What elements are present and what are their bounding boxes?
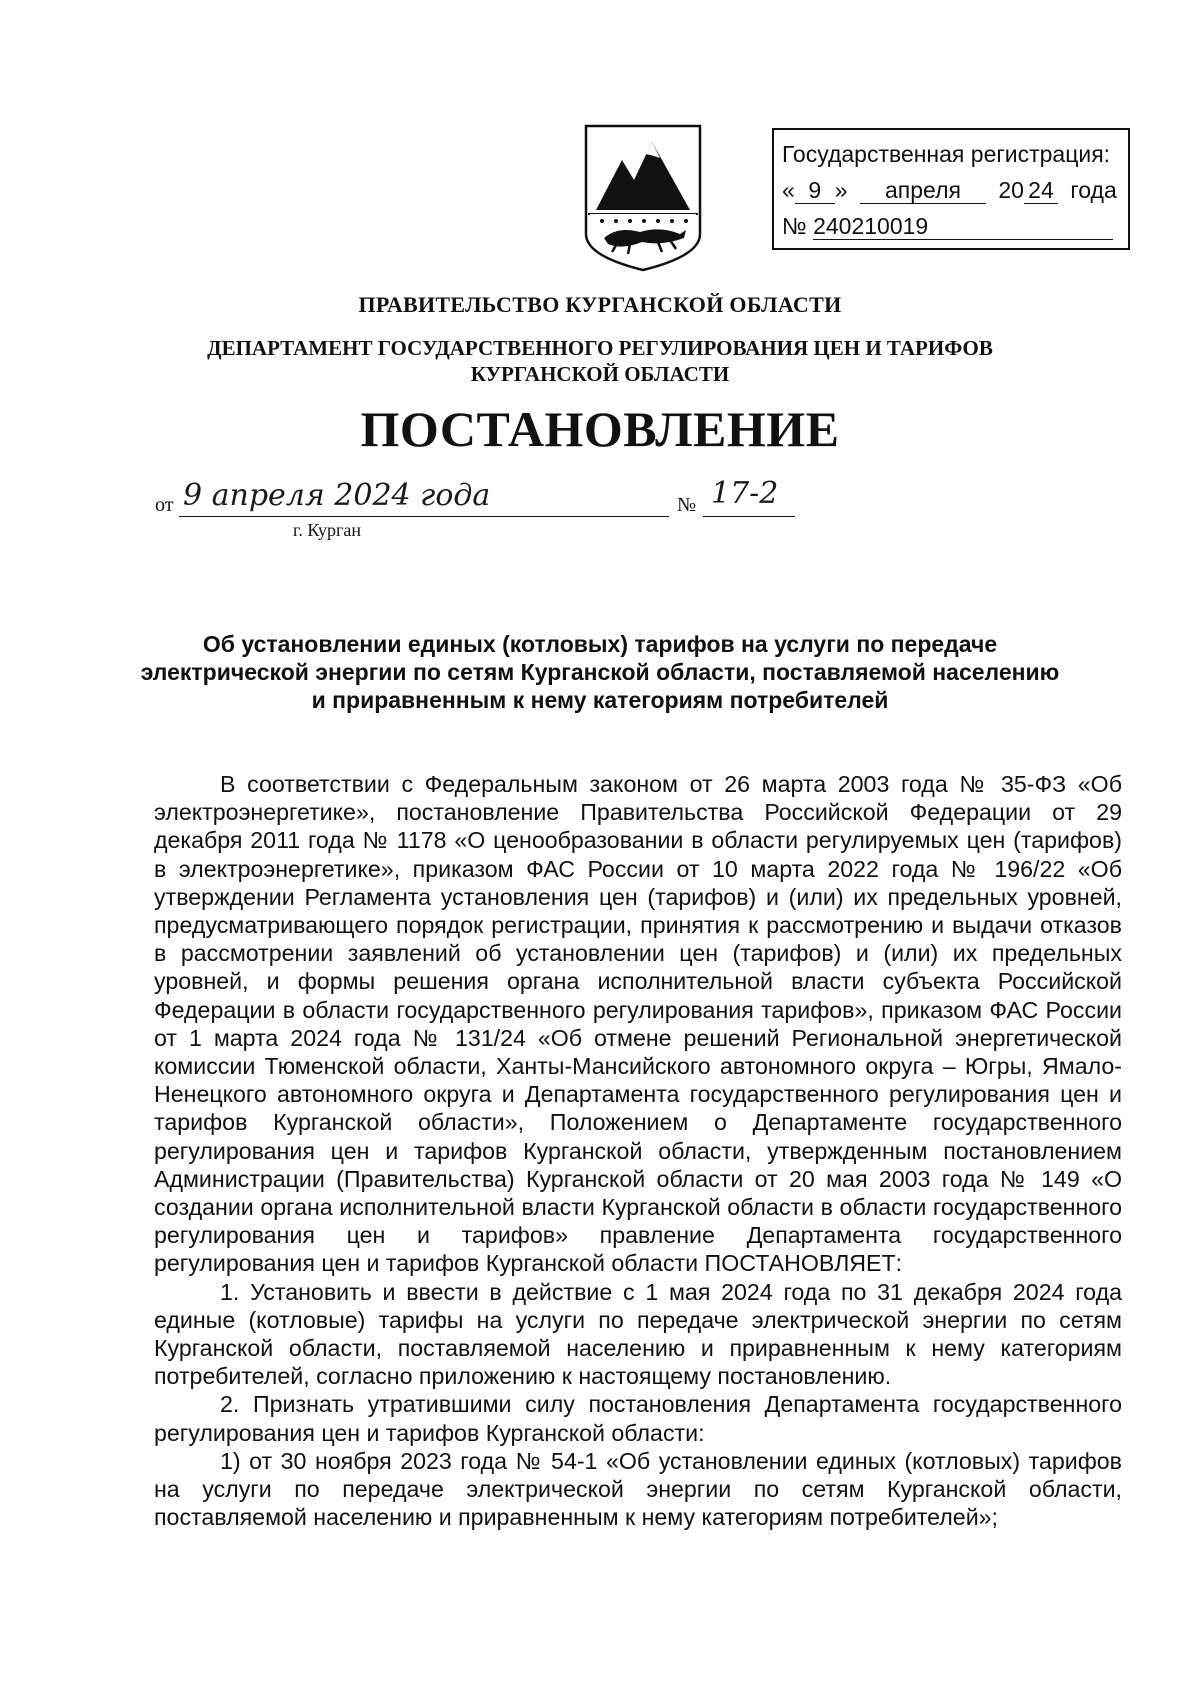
state-registration-box xyxy=(772,128,1130,250)
clause-2-1-paragraph: 1) от 30 ноября 2023 года № 54-1 «Об установлении единых (котловых) тарифов на услуги по передаче электрической энергии по сетям Курганской области, поставляемой населению и приравненным к нему категориям потребителей»; xyxy=(154,1447,1122,1531)
document-type-heading: ПОСТАНОВЛЕНИЕ xyxy=(360,401,840,457)
city-label: г. Курган xyxy=(293,520,362,540)
preamble-paragraph: В соответствии с Федеральным законом от 26 марта 2003 года № 35-ФЗ «Об электроэнергетике», постановление Правительства Российской Федерации от 29 декабря 2011 года № 1178 «О ценообразовании в области регулируемых цен (тарифов) в электроэнергетике», приказом ФАС России от 10 марта 2022 года № 196/22 «Об утверждении Регламента установления цен (тарифов) и (или) их предельных уровней, предусматривающего порядок регистрации, принятия к рассмотрению и выдачи отказов в рассмотрении заявлений об установлении цен (тарифов) и (или) их предельных уровней, и формы решения органа исполнительной власти субъекта Российской Федерации в области государственного регулирования тарифов», приказом ФАС России от 1 марта 2024 года № 131/24 «Об отмене решений Региональной энергетической комиссии Тюменской области, Ханты-Мансийского автономного округа – Югры, Ямало-Ненецкого автономного округа и Департамента государственного регулирования цен и тарифов Курганской области», Положением о Департаменте государственного регулирования цен и тарифов Курганской области, утвержденным постановлением Администрации (Правительства) Курганской области от 20 мая 2003 года № 149 «О создании органа исполнительной власти Курганской области в области государственного регулирования цен и тарифов» правление Департамента государственного регулирования цен и тарифов Курганской области ПОСТАНОВЛЯЕТ: xyxy=(154,771,1122,1277)
handwritten-number: 17-2 xyxy=(711,476,779,511)
registration-date: « 9 » апреля 20 24 года xyxy=(782,177,1117,203)
coat-of-arms-emblem xyxy=(582,122,704,272)
clause-1-paragraph: 1. Установить и ввести в действие с 1 мая 2024 года по 31 декабря 2024 года единые (котловые) тарифы на услуги по передаче электрической энергии по сетям Курганской области, поставляемой населению и приравненным к нему категориям потребителей, согласно приложению к настоящему постановлению. xyxy=(154,1278,1122,1390)
registration-day: 9 xyxy=(795,177,835,204)
registration-title: Государственная регистрация: xyxy=(782,141,1111,167)
government-heading: ПРАВИТЕЛЬСТВО КУРГАНСКОЙ ОБЛАСТИ xyxy=(358,292,842,317)
decree-date-line xyxy=(155,476,779,540)
department-heading-line-2: КУРГАНСКОЙ ОБЛАСТИ xyxy=(470,362,730,386)
registration-year: 24 xyxy=(1024,177,1058,204)
department-heading-line-1: ДЕПАРТАМЕНТ ГОСУДАРСТВЕННОГО РЕГУЛИРОВАНИЯ ЦЕН И ТАРИФОВ xyxy=(207,336,993,360)
registration-number: 240210019 xyxy=(813,213,1113,240)
decree-title: Об установлении единых (котловых) тарифов на услуги по передаче электрической энергии по сетям Курганской области, поставляемой населению и приравненным к нему категориям потребителей xyxy=(140,631,1060,713)
from-label: от xyxy=(155,494,174,516)
decree-body xyxy=(154,770,1122,1531)
registration-month: апреля xyxy=(860,177,986,204)
handwritten-date: 9 апреля 2024 года xyxy=(183,478,491,513)
registration-number-line: № 240210019 xyxy=(782,208,1122,244)
clause-2-paragraph: 2. Признать утратившими силу постановления Департамента государственного регулирования цен и тарифов Курганской области: xyxy=(154,1391,1122,1446)
number-label: № xyxy=(677,494,697,516)
